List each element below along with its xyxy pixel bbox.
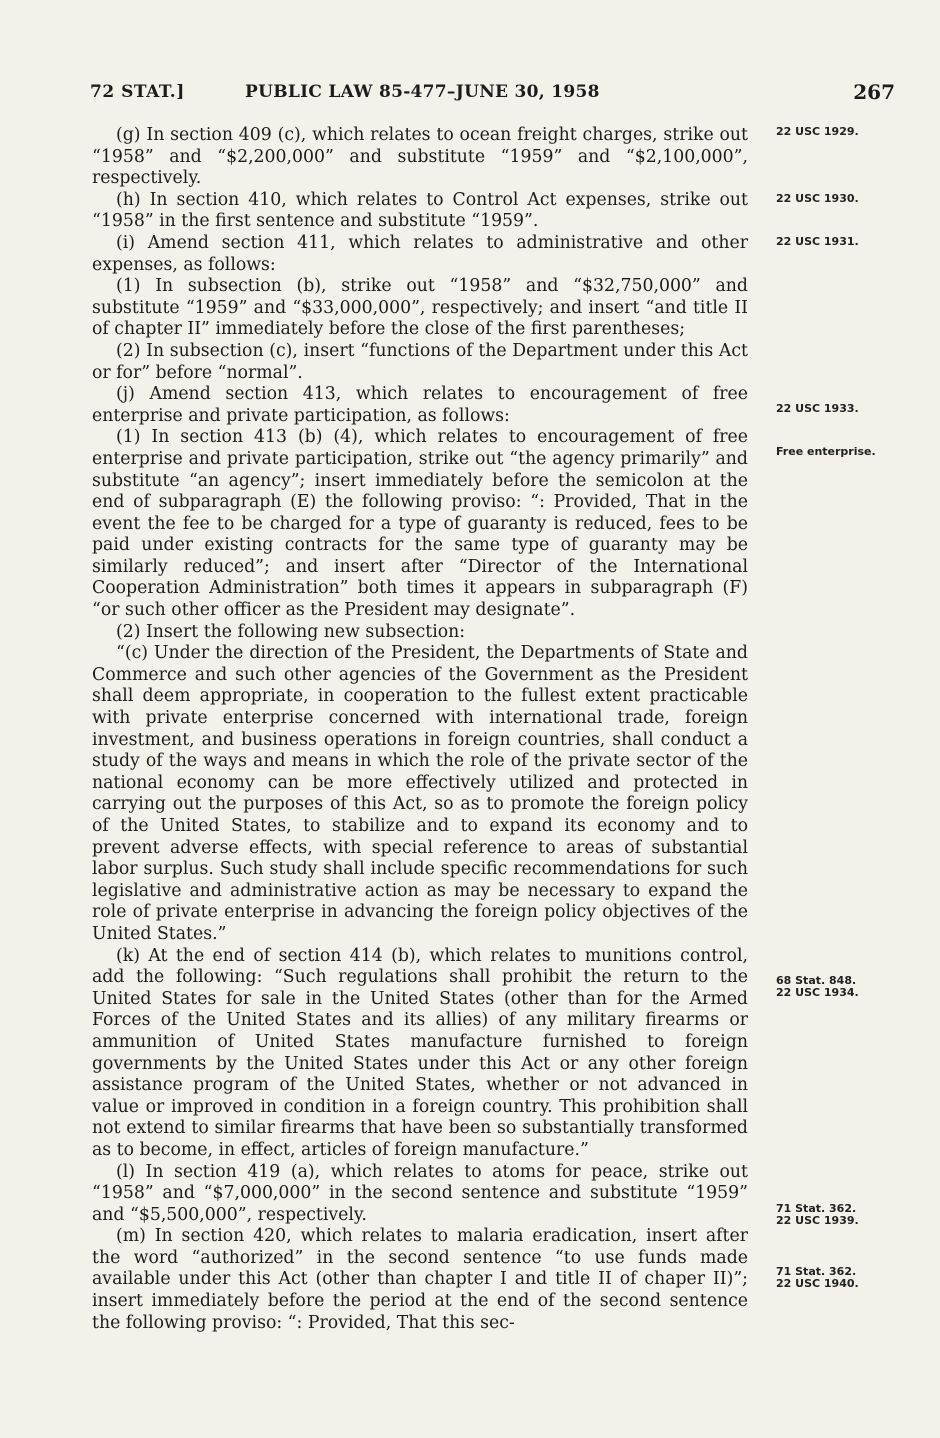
margin-note-usc-1929: 22 USC 1929. (776, 125, 859, 138)
page-number: 267 (853, 80, 895, 104)
paragraph-i-2: (2) In subsection (c), insert “functions of the Department under this Act or for” before “normal”. (92, 340, 748, 383)
margin-note-usc-1930: 22 USC 1930. (776, 192, 859, 205)
statute-volume: 72 STAT.] (90, 82, 185, 102)
margin-note-stat-362-1939: 71 Stat. 362. 22 USC 1939. (776, 1202, 859, 1227)
paragraph-j-2: (2) Insert the following new subsection: (116, 621, 466, 642)
paragraph-h: (h) In section 410, which relates to Control Act expenses, strike out “1958” in the first sentence and substitute “1959”. (92, 189, 748, 232)
paragraph-j: (j) Amend section 413, which relates to encouragement of free enterprise and private participation, as follows: (92, 384, 748, 426)
paragraph-i-1: (1) In subsection (b), strike out “1958” and “$32,750,000” and substitute “1959” and “$33,000,000”, respectively; and insert “and title II of chapter II” immediately before the close of the first parentheses; (92, 276, 748, 340)
paragraph-m: (m) In section 420, which relates to malaria eradication, insert after the word “authorized” in the second sentence “to use funds made available under this Act (other than chapter I and title II of chaper II)”; insert immediately before the period at the end of the second sentence the following proviso: “: Provided, That this sec- (92, 1226, 748, 1333)
paragraph-g: (g) In section 409 (c), which relates to ocean freight charges, strike out “1958” and “$2,200,000” and substitute “1959” and “$2,100,000”, respectively. (92, 125, 748, 189)
margin-note-usc-1931: 22 USC 1931. (776, 235, 859, 248)
margin-note-stat-848: 68 Stat. 848. 22 USC 1934. (776, 974, 859, 999)
running-title: PUBLIC LAW 85-477–JUNE 30, 1958 (245, 82, 600, 102)
paragraph-k: (k) At the end of section 414 (b), which relates to munitions control, add the following: “Such regulations shall prohibit the return to the United States for sale in the United States (other than for the Armed Forces of the United States and its allies) of any military firearms or ammunition of United States manufacture furnished to foreign governments by the United States under this Act or any other foreign assistance program of the United States, whether or not advanced in value or improved in condition in a foreign country. This prohibition shall not extend to similar firearms that have been so substantially transformed as to become, in effect, articles of foreign manufacture.” (92, 945, 748, 1160)
body-text (92, 125, 748, 1334)
page-header (90, 80, 895, 110)
paragraph-j-1: (1) In section 413 (b) (4), which relates to encouragement of free enterprise and private participation, strike out “the agency primarily” and substitute “an agency”; insert immediately before the semicolon at the end of subparagraph (E) the following proviso: “: Provided, That in the event the fee to be charged for a type of guaranty is reduced, fees to be paid under existing contracts for the same type of guaranty may be similarly reduced”; and insert after “Director of the International Cooperation Administration” both times it appears in subparagraph (F) “or such other officer as the President may designate”. (92, 427, 748, 621)
margin-note-free-enterprise: Free enterprise. (776, 445, 876, 458)
paragraph-new-subsection-c: “(c) Under the direction of the President, the Departments of State and Commerce and such other agencies of the Government as the President shall deem appropriate, in cooperation to the fullest extent practicable with private enterprise concerned with international trade, foreign investment, and business operations in foreign countries, shall conduct a study of the ways and means in which the role of the private sector of the national economy can be more effectively utilized and protected in carrying out the purposes of this Act, so as to promote the foreign policy of the United States, to stabilize and to expand its economy and to prevent adverse effects, with special reference to areas of substantial labor surplus. Such study shall include specific recommendations for such legislative and administrative action as may be necessary to expand the role of private enterprise in advancing the foreign policy objectives of the United States.” (92, 643, 748, 944)
margin-note-usc-1933: 22 USC 1933. (776, 402, 859, 415)
margin-note-stat-362-1940: 71 Stat. 362. 22 USC 1940. (776, 1265, 859, 1290)
paragraph-l: (l) In section 419 (a), which relates to atoms for peace, strike out “1958” and “$7,000,000” in the second sentence and substitute “1959” and “$5,500,000”, respectively. (92, 1161, 748, 1225)
paragraph-i: (i) Amend section 411, which relates to administrative and other expenses, as follows: (92, 232, 748, 275)
